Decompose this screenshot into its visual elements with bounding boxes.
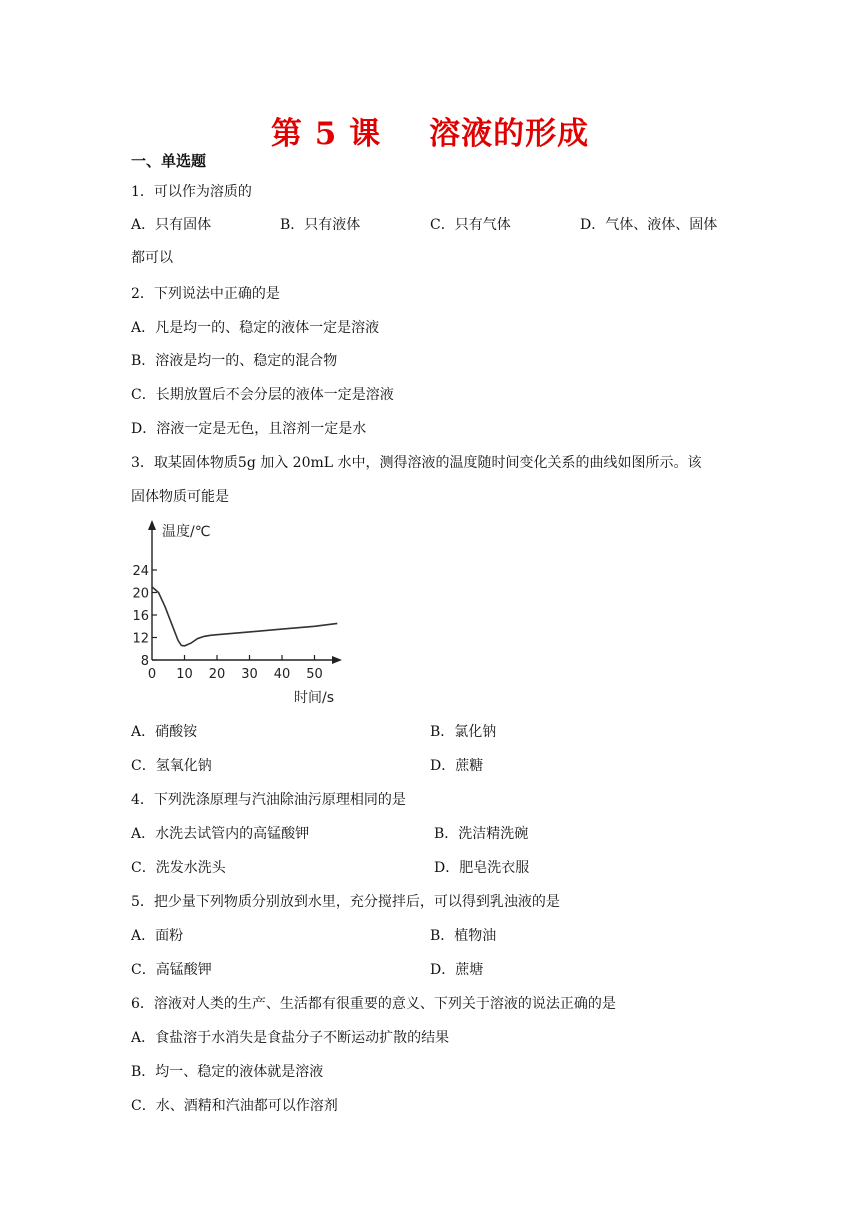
- q6-option-a: A．食盐溶于水消失是食盐分子不断运动扩散的结果: [131, 1030, 450, 1046]
- x-axis-arrow: [332, 656, 342, 664]
- x-tick-label: 40: [273, 667, 291, 682]
- x-tick-label: 20: [208, 667, 226, 682]
- y-tick-label: 8: [140, 654, 149, 669]
- x-tick-label: 30: [241, 667, 258, 682]
- q4-option-b: B．洗洁精洗碗: [434, 826, 529, 842]
- chart-axes: [148, 520, 342, 664]
- question-6-stem: 6．溶液对人类的生产、生活都有很重要的意义、下列关于溶液的说法正确的是: [131, 996, 616, 1012]
- q3-option-d: D．蔗糖: [430, 758, 484, 774]
- q4-option-c: C．洗发水洗头: [131, 860, 226, 876]
- q6-option-b: B．均一、稳定的液体就是溶液: [131, 1064, 324, 1080]
- q4-option-d: D．肥皂洗衣服: [434, 860, 530, 876]
- x-axis-label: 时间/s: [294, 690, 335, 706]
- q5-option-a: A．面粉: [131, 928, 184, 944]
- q3-option-a: A．硝酸铵: [131, 724, 198, 740]
- q6-option-c: C．水、酒精和汽油都可以作溶剂: [131, 1098, 338, 1114]
- question-2-stem: 2．下列说法中正确的是: [131, 286, 280, 302]
- y-tick-label: 12: [132, 631, 149, 647]
- question-3-stem-line1: 3．取某固体物质5g 加入 20mL 水中，测得溶液的温度随时间变化关系的曲线如图所示。该: [131, 455, 702, 471]
- temperature-curve: [152, 587, 337, 646]
- q1-option-b: B．只有液体: [280, 217, 361, 233]
- x-tick-label: 10: [176, 667, 193, 682]
- section-heading: 一、单选题: [131, 152, 207, 170]
- q1-option-a: A．只有固体: [131, 217, 212, 233]
- y-tick-label: 20: [132, 586, 149, 602]
- q1-option-c: C．只有气体: [430, 217, 511, 233]
- y-ticks: [132, 564, 157, 669]
- y-tick-label: 16: [132, 609, 149, 624]
- q5-option-d: D．蔗塘: [430, 962, 484, 978]
- y-tick-label: 24: [132, 564, 149, 579]
- q5-option-c: C．高锰酸钾: [131, 962, 212, 978]
- y-axis-label: 温度/℃: [162, 524, 211, 540]
- q1-option-d: D．气体、液体、固体: [580, 217, 718, 233]
- q1-option-d-continued: 都可以: [131, 250, 173, 266]
- q2-option-c: C．长期放置后不会分层的液体一定是溶液: [131, 387, 394, 403]
- question-4-stem: 4．下列洗涤原理与汽油除油污原理相同的是: [131, 792, 406, 808]
- q2-option-b: B．溶液是均一的、稳定的混合物: [131, 353, 338, 369]
- x-tick-label: 50: [306, 667, 323, 682]
- q5-option-b: B．植物油: [430, 928, 497, 944]
- q2-option-a: A．凡是均一的、稳定的液体一定是溶液: [131, 320, 380, 336]
- question-3-stem-line2: 固体物质可能是: [131, 489, 229, 505]
- page-title: [0, 108, 860, 153]
- q4-option-a: A．水洗去试管内的高锰酸钾: [131, 826, 310, 842]
- y-axis-arrow: [148, 520, 156, 530]
- q2-option-d: D．溶液一定是无色，且溶剂一定是水: [131, 421, 367, 437]
- q3-option-b: B．氯化钠: [430, 724, 497, 740]
- temperature-time-chart: [128, 514, 368, 710]
- lesson-topic: 溶液的形成: [429, 116, 590, 152]
- x-tick-label: 0: [147, 667, 157, 682]
- question-5-stem: 5．把少量下列物质分别放到水里，充分搅拌后，可以得到乳浊液的是: [131, 894, 560, 910]
- question-1-stem: 1．可以作为溶质的: [131, 184, 252, 200]
- lesson-number: 第 5 课: [270, 116, 382, 152]
- q3-option-c: C．氢氧化钠: [131, 758, 212, 774]
- x-ticks: [148, 655, 323, 682]
